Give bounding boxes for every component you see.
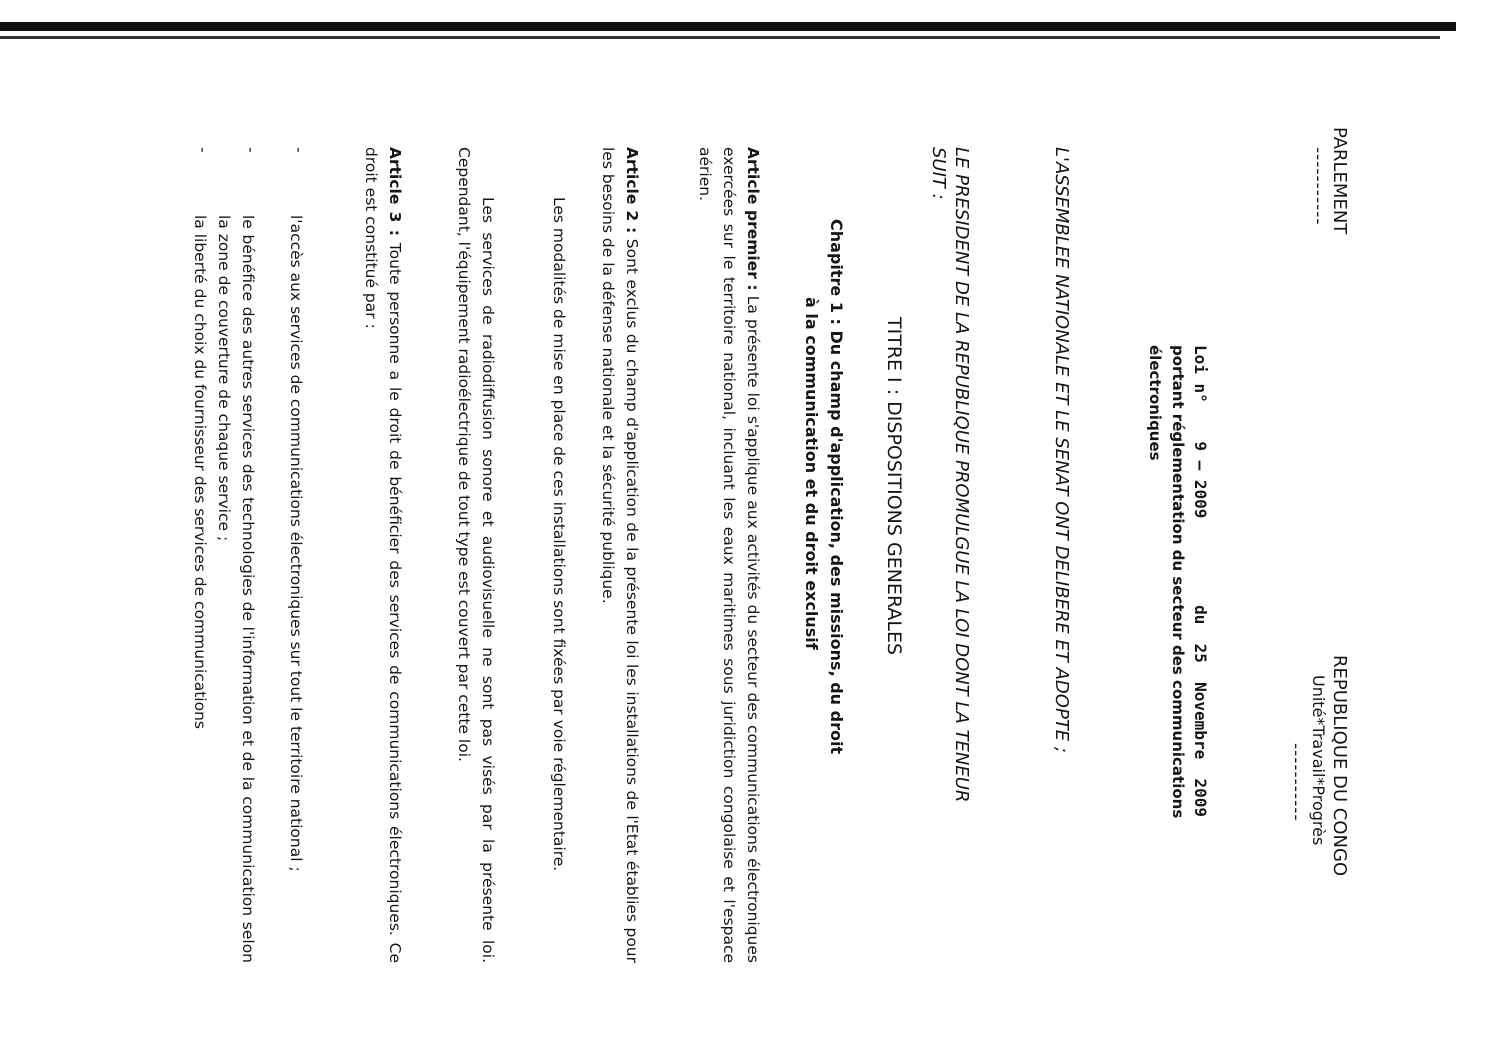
bullet-item-1: l'accès aux services de communications électroniques sur tout le territoire national ; [287, 215, 305, 872]
preamble-line1: L'ASSEMBLEE NATIONALE ET LE SENAT ONT DELIBERE ET ADOPTE ; [1051, 147, 1072, 753]
scan-border-top [0, 22, 1456, 31]
document-page [0, 95, 1390, 995]
bullet-mark-1: - [290, 147, 308, 153]
article-1 [693, 147, 765, 963]
article-3-text: Toute personne a le droit de bénéficier des services de communications électroniques. Ce droit est constitué par : [362, 147, 404, 964]
chapitre-heading-line1: Chapitre 1 : Du champ d'application, des missions, du droit [827, 219, 846, 755]
parliament-rule: ----------- [1308, 147, 1328, 226]
bullet-item-2: le bénéfice des autres services des technologies de l'information et de la communication selon la zone de couverture de chaque service ; [215, 215, 257, 963]
article-1-label: Article premier : [744, 147, 762, 291]
article-1-text: La présente loi s'applique aux activités du secteur des communications électroniques exercées sur le territoire national, incluant les eaux maritimes sous juridiction congolaise et l'espace aérien. [696, 147, 762, 963]
parliament-label: PARLEMENT [1329, 127, 1350, 235]
national-motto: Unité*Travail*Progrès [1309, 675, 1328, 846]
scan-border-top-thin [0, 36, 1440, 39]
chapitre-heading-line2: à la communication et du droit exclusif [802, 297, 821, 650]
article-2-label: Article 2 : [623, 147, 641, 234]
preamble-line3: SUIT : [928, 147, 949, 200]
law-subject-line1: portant réglementation du secteur des communications [1169, 345, 1187, 819]
law-subject-line2: électroniques [1146, 345, 1164, 461]
article-3-label: Article 3 : [386, 147, 404, 236]
bullet-mark-2: - [242, 147, 260, 153]
article-3 [359, 147, 407, 963]
titre-heading: TITRE I : DISPOSITIONS GENERALES [883, 317, 905, 656]
law-number: Loi n° 9 – 2009 du 25 Novembre 2009 [1191, 345, 1210, 818]
country-name: REPUBLIQUE DU CONGO [1329, 655, 1350, 877]
article-2-text: Sont exclus du champ d'application de la présente loi les installations de l'Etat établies pour les besoins de la défense nationale et la sécurité publique. [599, 147, 641, 963]
preamble-line2: LE PRESIDENT DE LA REPUBLIQUE PROMULGUE LA LOI DONT LA TENEUR [951, 147, 972, 803]
bullet-item-3: la liberté du choix du fournisseur des services de communications [191, 215, 209, 729]
article-2 [596, 147, 644, 963]
country-rule: ----------- [1286, 743, 1306, 822]
article-2-paragraph-2: Les modalités de mise en place de ces installations sont fixées par voie réglementaire. [550, 197, 568, 872]
article-2-paragraph-3: Les services de radiodiffusion sonore et audiovisuelle ne sont pas visés par la présente loi. Cependant, l'équipement radioélectrique de tout type est couvert par cette loi. [455, 147, 497, 963]
bullet-mark-3: - [194, 147, 212, 153]
